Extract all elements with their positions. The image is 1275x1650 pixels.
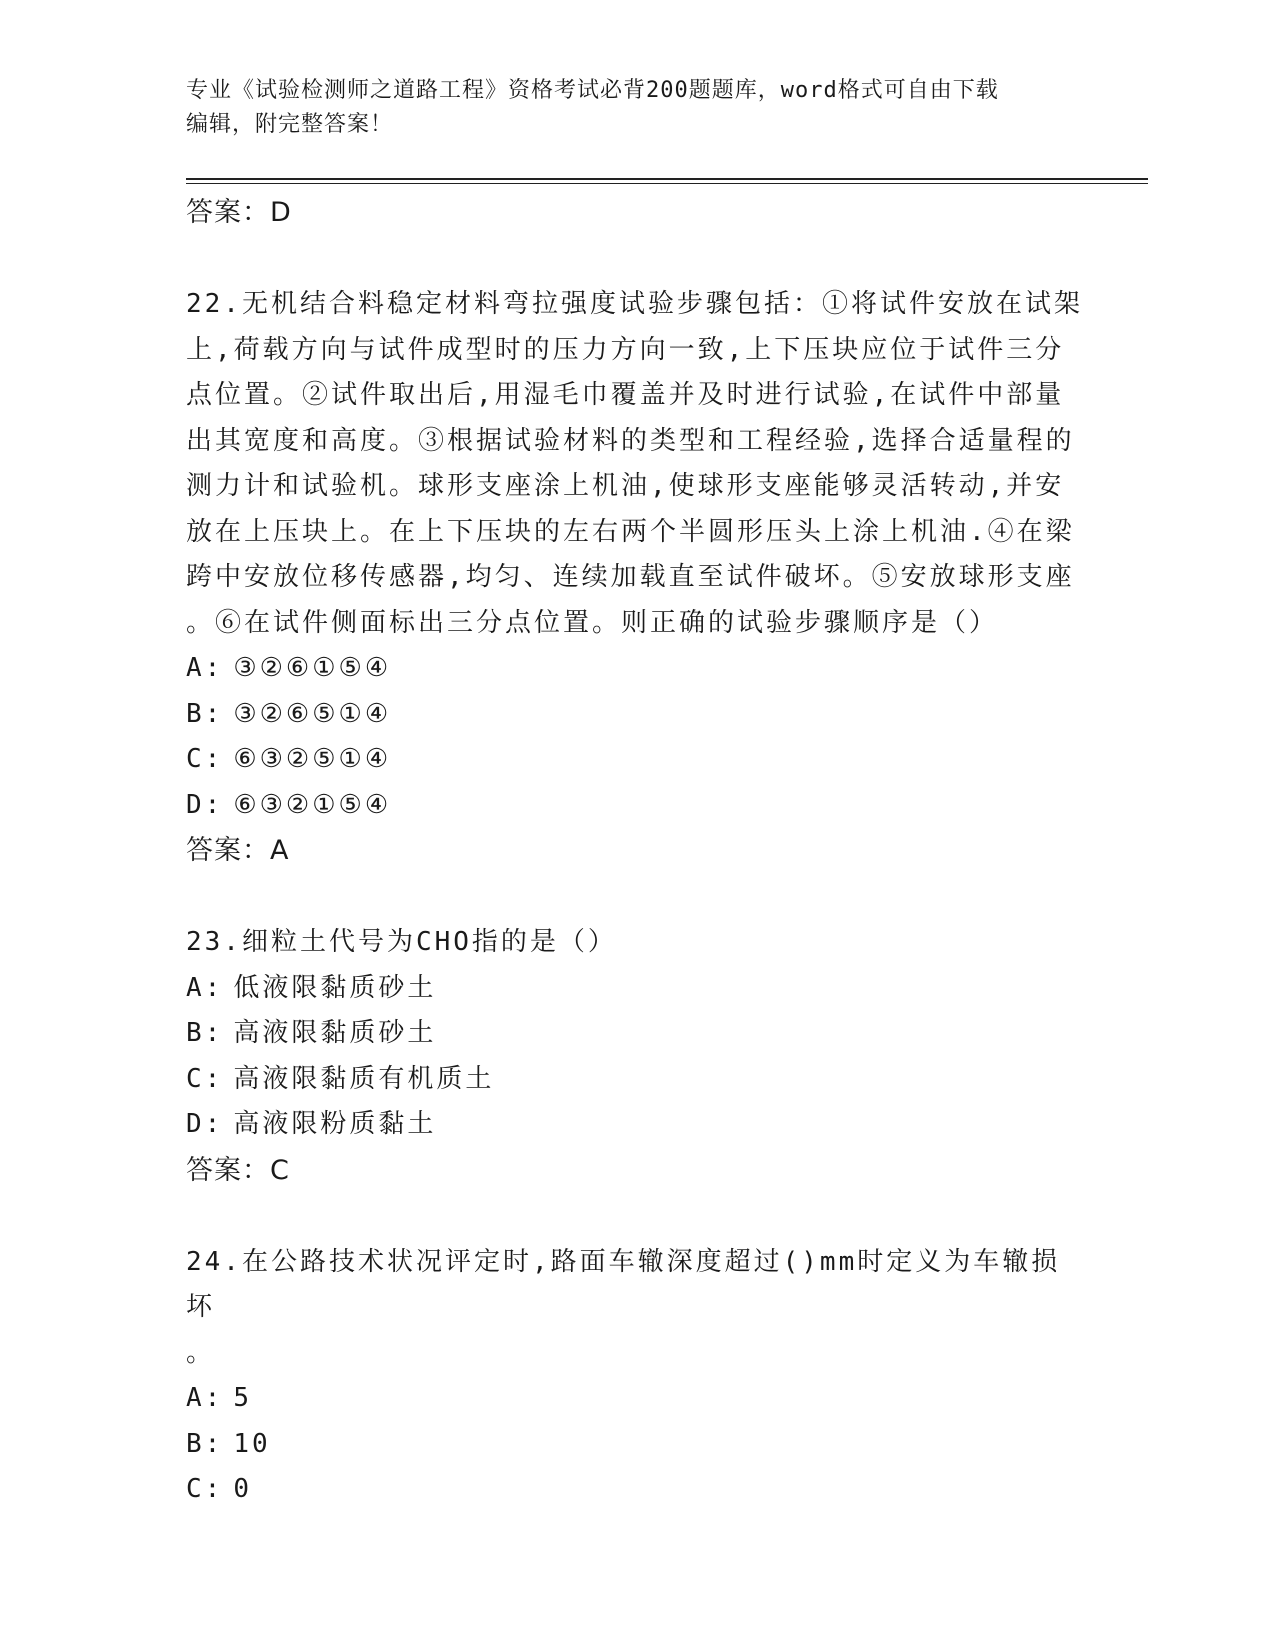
question-22-line: 放在上压块上。在上下压块的左右两个半圆形压头上涂上机油.④在梁 bbox=[186, 516, 1075, 547]
option-label: C: bbox=[186, 1474, 224, 1504]
question-22-line: 。⑥在试件侧面标出三分点位置。则正确的试验步骤顺序是（） bbox=[186, 607, 999, 638]
option-b bbox=[186, 692, 1086, 738]
question-24 bbox=[186, 1240, 1086, 1513]
option-label: B: bbox=[186, 1428, 224, 1459]
option-text: ③②⑥⑤①④ bbox=[233, 698, 392, 729]
answer-22: 答案：A bbox=[186, 835, 290, 866]
header-rule-thick bbox=[186, 178, 1148, 180]
question-22-line: 上,荷载方向与试件成型时的压力方向一致,上下压块应位于试件三分 bbox=[186, 334, 1065, 365]
option-label: A: bbox=[186, 972, 224, 1003]
question-24-line: 。 bbox=[186, 1337, 216, 1368]
spacer bbox=[186, 1194, 1086, 1240]
option-text: 低液限黏质砂土 bbox=[233, 972, 437, 1003]
spacer bbox=[186, 236, 1086, 282]
question-24-line: 24.在公路技术状况评定时,路面车辙深度超过()mm时定义为车辙损坏 bbox=[186, 1246, 1061, 1322]
option-label: C: bbox=[186, 1063, 224, 1094]
option-text: 10 bbox=[233, 1428, 271, 1459]
option-text: 高液限黏质有机质土 bbox=[233, 1063, 495, 1094]
header-rule-thin bbox=[186, 183, 1148, 184]
question-22-line: 跨中安放位移传感器,均匀、连续加载直至试件破坏。⑤安放球形支座 bbox=[186, 562, 1075, 592]
option-b bbox=[186, 1011, 1086, 1057]
document-header bbox=[186, 74, 1066, 142]
question-22-line: 22.无机结合料稳定材料弯拉强度试验步骤包括：①将试件安放在试架 bbox=[186, 289, 1083, 319]
option-text: ⑥③②⑤①④ bbox=[233, 744, 392, 774]
option-c bbox=[186, 1057, 1086, 1103]
option-text: 高液限粉质黏土 bbox=[233, 1109, 437, 1139]
option-c bbox=[186, 737, 1086, 783]
option-text: 0 bbox=[233, 1474, 252, 1504]
option-label: A: bbox=[186, 1383, 224, 1413]
question-22-line: 测力计和试验机。球形支座涂上机油,使球形支座能够灵活转动,并安 bbox=[186, 471, 1065, 501]
spacer bbox=[186, 874, 1086, 920]
option-label: D: bbox=[186, 1109, 224, 1139]
option-d bbox=[186, 1102, 1086, 1148]
option-d bbox=[186, 783, 1086, 829]
option-label: B: bbox=[186, 698, 224, 729]
question-23 bbox=[186, 920, 1086, 1194]
option-text: 高液限黏质砂土 bbox=[233, 1018, 437, 1048]
option-a bbox=[186, 966, 1086, 1012]
option-text: 5 bbox=[233, 1383, 252, 1413]
option-label: B: bbox=[186, 1018, 224, 1048]
header-line-1: 专业《试验检测师之道路工程》资格考试必背200题题库，word格式可自由下载 bbox=[186, 78, 999, 103]
option-a bbox=[186, 1376, 1086, 1422]
question-22-line: 点位置。②试件取出后,用湿毛巾覆盖并及时进行试验,在试件中部量 bbox=[186, 380, 1065, 410]
header-line-2: 编辑，附完整答案！ bbox=[186, 112, 394, 137]
option-c bbox=[186, 1467, 1086, 1513]
question-22-line: 出其宽度和高度。③根据试验材料的类型和工程经验,选择合适量程的 bbox=[186, 425, 1075, 456]
question-22 bbox=[186, 282, 1086, 874]
option-label: D: bbox=[186, 789, 224, 820]
answer-23: 答案：C bbox=[186, 1154, 290, 1186]
option-label: C: bbox=[186, 744, 224, 774]
option-text: ⑥③②①⑤④ bbox=[233, 789, 392, 820]
answer-21: 答案：D bbox=[186, 197, 292, 228]
document-body bbox=[186, 190, 1086, 1513]
option-label: A: bbox=[186, 653, 224, 683]
option-text: ③②⑥①⑤④ bbox=[233, 653, 392, 683]
option-b bbox=[186, 1422, 1086, 1468]
option-a bbox=[186, 646, 1086, 692]
question-23-line: 23.细粒土代号为CHO指的是（） bbox=[186, 927, 617, 957]
